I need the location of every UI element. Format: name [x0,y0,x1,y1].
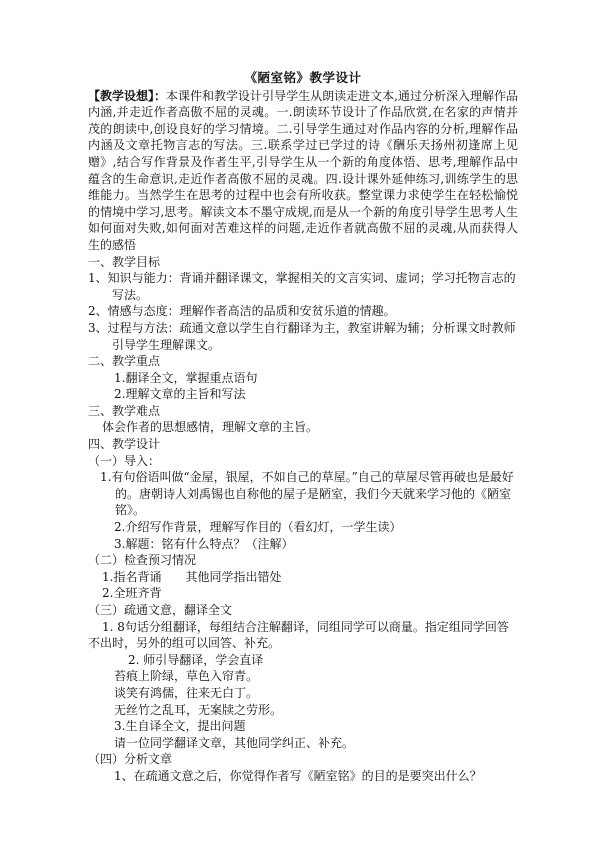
analysis-item-1: 1、在疏通文意之后，你觉得作者写《陋室铭》的目的是要突出什么？ [114,768,482,783]
part-heading-check: （二）检查预习情况 [88,553,197,568]
check-item-1: 1.指名背诵 其他同学指出错处 [102,569,282,584]
section-heading-design: 四、教学设计 [88,437,161,452]
check-item-2: 2.全班齐背 [102,586,162,601]
goal-process: 3、过程与方法：疏通文意以学生自行翻译为主，教室讲解为辅；分析课文时教师引导学生理解课文。 [88,320,516,352]
design-paragraph [88,88,518,254]
intro-item-1: 1.有句俗语叫做“金屋，银屋，不如自己的草屋。”自己的草屋尽管再破也是最好的。唐朝诗人刘禹锡也自称他的屋子是陋室，我们今天就来学习他的《陋室铭》。 [100,470,514,518]
verse-line-3: 无丝竹之乱耳，无案牍之劳形。 [114,702,283,717]
key-point-1: 1.翻译全文，掌握重点语句 [114,370,258,385]
translation-item-1: 1. 8句话分组翻译，每组结合注解翻译，同组同学可以商量。指定组同学回答不出时，另外的组可以回答、补充。 [88,619,509,651]
part-heading-translation: （三）疏通文意，翻译全文 [88,603,233,617]
difficulty-text: 体会作者的思想感情，理解文章的主旨。 [102,420,319,435]
design-label: 【教学设想】： [88,88,167,103]
part-heading-analysis: （四）分析文章 [88,752,173,767]
document-title: 《陋室铭》教学设计 [244,70,362,85]
translation-item-3-detail: 请一位同学翻译文章，其他同学纠正、补充。 [114,735,355,750]
verse-line-2: 谈笑有鸿儒，往来无白丁。 [114,685,259,700]
intro-item-3: 3.解题：铭有什么特点？（注解） [114,536,294,551]
intro-item-2: 2.介绍写作背景，理解写作目的（看幻灯，一学生读） [114,520,402,535]
section-heading-key-points: 二、教学重点 [88,354,161,369]
section-heading-difficulties: 三、教学难点 [88,403,161,418]
part-heading-intro: （一）导入： [88,453,161,468]
document-page [88,70,518,785]
key-point-2: 2.理解文章的主旨和写法 [114,387,246,402]
goal-emotion: 2、情感与态度：理解作者高洁的品质和安贫乐道的情趣。 [88,304,396,319]
goal-knowledge: 1、知识与能力：背诵并翻译课文，掌握相关的文言实词、虚词；学习托物言志的写法。 [88,271,516,302]
verse-line-1: 苔痕上阶绿，草色入帘青。 [114,669,259,684]
translation-item-2: 2. 师引导翻译，学会直译 [128,652,264,667]
design-text: 本课件和教学设计引导学生从朗读走进文本,通过分析深入理解作品内涵,并走近作者高傲不屈的灵魂。一.朗读环节设计了作品欣赏,在名家的声情并茂的朗读中,创设良好的学习情境。二.引导学生通过对作品内容的分析,理解作品内涵及文章托物言志的写法。三.联系学过已学过的诗《酬乐天扬州初逢席上见赠》,结合写作背景及作者生平,引导学生从一个新的角度体悟、思考,理解作品中蕴含的生命意识,走近作者高傲不屈的灵魂。四.设计课外延伸练习,训练学生的思维能力。当然学生在思考的过程中也会有所收获。整堂课力求使学生在轻松愉悦的情境中学习,思考。解读文本不墨守成规,而是从一个新的角度引导学生思考人生如何面对失败,如何面对苦难这样的问题,走近作者就高傲不屈的灵魂,从而获得人生的感悟 [88,88,518,252]
section-heading-goals: 一、教学目标 [88,254,161,269]
translation-item-3: 3.生自译全文，提出问题 [114,719,246,734]
